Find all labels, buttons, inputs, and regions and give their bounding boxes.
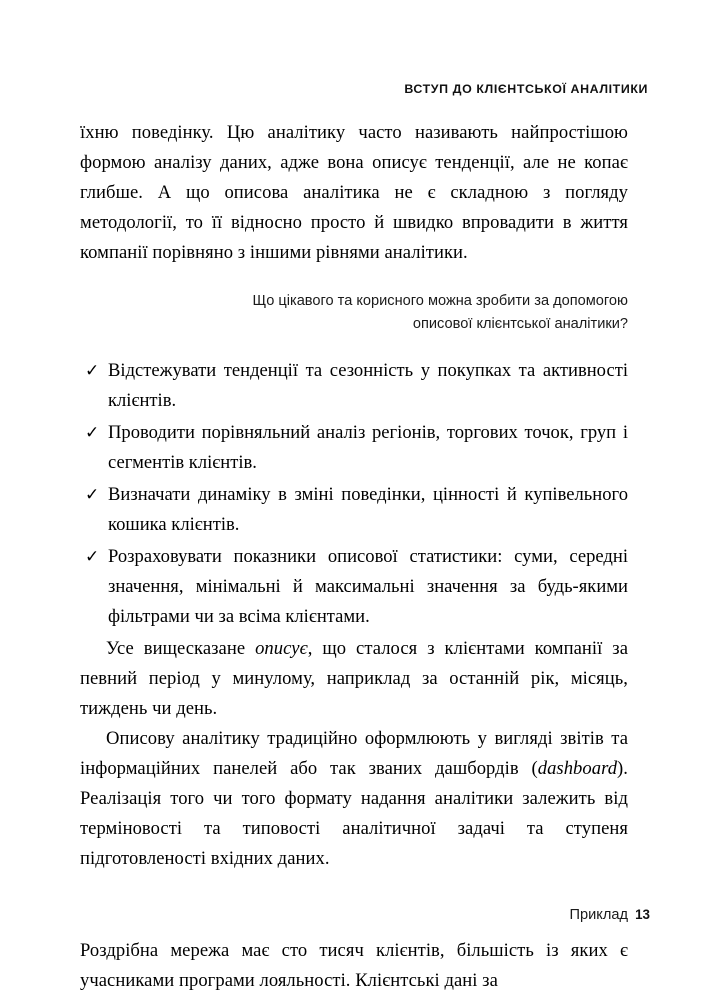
list-item	[80, 480, 628, 540]
list-item-label: Розраховувати показники описової статистики: суми, середні значення, мінімальні й максимальні значення за будь-якими фільтрами чи за всіма клієнтами.	[108, 546, 628, 627]
paragraph-continued: їхню поведінку. Цю аналітику часто називають найпростішою формою аналізу даних, адже вона описує тенденції, але не копає глибше. А що описова аналітика не є складною з погляду методології, то її відносно просто й швидко впровадити в життя компанії порівняно з іншими рівнями аналітики.	[80, 122, 628, 263]
paragraph-dashboards	[80, 724, 628, 874]
checklist	[80, 356, 628, 632]
list-item-label: Проводити порівняльний аналіз регіонів, торгових точок, груп і сегментів клієнтів.	[108, 422, 628, 473]
list-item-label: Визначати динаміку в зміні поведінки, цінності й купівельного кошика клієнтів.	[108, 484, 628, 535]
check-icon: ✓	[85, 547, 100, 566]
list-item-label: Відстежувати тенденції та сезонність у покупках та активності клієнтів.	[108, 360, 628, 411]
list-item	[80, 542, 628, 632]
running-head: ВСТУП ДО КЛІЄНТСЬКОЇ АНАЛІТИКИ	[404, 82, 648, 96]
paragraph-summary-text-1: Усе вищесказане	[106, 638, 256, 659]
example-label: Приклад	[569, 907, 628, 923]
page-content	[80, 118, 628, 996]
paragraph-dashboards-text-1: Описову аналітику традиційно оформлюють у вигляді звітів та інформаційних панелей або так званих дашбордів (	[80, 728, 628, 779]
paragraph-example: Роздрібна мережа має сто тисяч клієнтів, більшість із яких є учасниками програми лояльності. Клієнтські дані за	[80, 940, 628, 991]
paragraph-summary	[80, 634, 628, 724]
pull-quote-question: Що цікавого та корисного можна зробити за допомогою описової клієнтської аналітики?	[252, 293, 628, 332]
check-icon: ✓	[85, 361, 100, 380]
check-icon: ✓	[85, 485, 100, 504]
emphasis-dashboard: dashboard	[537, 758, 618, 779]
paragraph-dashboards-text-2: ). Реалізація того чи того формату надання аналітики залежить від терміновості та типовості аналітичної задачі та ступеня підготовленості вхідних даних.	[80, 758, 628, 869]
list-item	[80, 356, 628, 416]
emphasis-opysuye: описує	[255, 638, 308, 659]
page-number: 13	[635, 907, 650, 922]
list-item	[80, 418, 628, 478]
check-icon: ✓	[85, 423, 100, 442]
paragraph-summary-text-2: , що сталося з клієнтами компанії за певний період у минулому, наприклад за останній рік, місяць, тиждень чи день.	[80, 638, 628, 719]
